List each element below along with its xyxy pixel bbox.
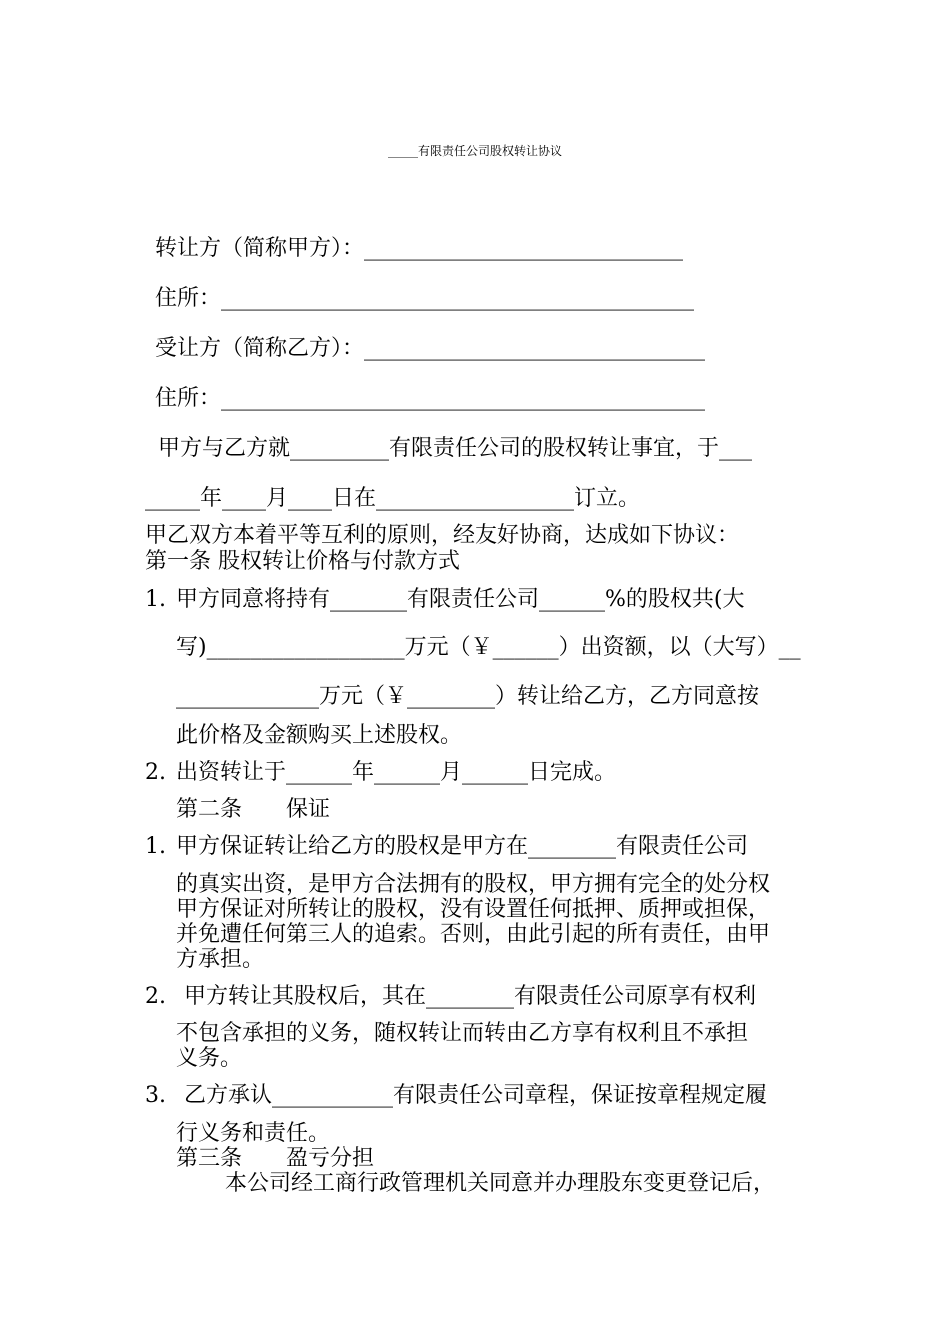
article-2-item-2-line-1: 甲方转让其股权后，其在________有限责任公司原享有权利	[184, 984, 757, 1009]
transferee-address-line: 住所：____________________________________________	[155, 386, 706, 411]
article-1-item-2-number: 2.	[145, 760, 166, 785]
article-1-item-1-line-4: 此价格及金额购买上述股权。	[176, 723, 463, 748]
article-2-item-3-line-1: 乙方承认___________有限责任公司章程，保证按章程规定履	[184, 1083, 768, 1108]
article-2-item-1-line-4: 并免遭任何第三人的追索。否则，由此引起的所有责任，由甲	[176, 922, 771, 947]
article-2-heading: 第二条 保证	[176, 797, 331, 822]
article-1-item-1-line-2: 写)__________________万元（￥______）出资额，以（大写）__	[176, 635, 801, 660]
article-1-item-1-line-3: _____________万元（￥________）转让给乙方，乙方同意按	[176, 684, 760, 709]
intro-line-3: 甲乙双方本着平等互利的原则，经友好协商，达成如下协议：	[145, 523, 740, 548]
article-2-item-3-number: 3.	[145, 1083, 166, 1108]
transferee-line: 受让方（简称乙方）：_______________________________	[155, 336, 706, 361]
article-1-item-1-number: 1.	[145, 587, 166, 612]
transferor-address-line: 住所：___________________________________________	[155, 286, 695, 311]
article-2-item-1-line-1: 甲方保证转让给乙方的股权是甲方在________有限责任公司	[176, 834, 749, 859]
article-2-item-1-line-2: 的真实出资，是甲方合法拥有的股权，甲方拥有完全的处分权	[176, 872, 771, 897]
transferor-line: 转让方（简称甲方）：_____________________________	[155, 236, 684, 261]
intro-line-1: 甲方与乙方就_________有限责任公司的股权转让事宜，于___	[158, 436, 753, 461]
article-2-item-1-number: 1.	[145, 834, 166, 859]
article-3-text: 本公司经工商行政管理机关同意并办理股东变更登记后，	[225, 1171, 776, 1196]
article-2-item-2-line-3: 义务。	[176, 1046, 243, 1071]
article-1-item-2-text: 出资转让于______年______月______日完成。	[176, 760, 617, 785]
article-3-heading: 第三条 盈亏分担	[176, 1146, 375, 1171]
article-2-item-3-line-2: 行义务和责任。	[176, 1121, 331, 1146]
article-2-item-2-line-2: 不包含承担的义务，随权转让而转由乙方享有权利且不承担	[176, 1021, 749, 1046]
intro-line-2: _____年____月____日在__________________订立。	[145, 486, 641, 511]
article-1-heading: 第一条 股权转让价格与付款方式	[145, 549, 460, 574]
document-title: _____有限责任公司股权转让协议	[387, 144, 562, 158]
article-2-item-2-number: 2.	[145, 984, 166, 1009]
article-2-item-1-line-5: 方承担。	[176, 947, 265, 972]
article-2-item-1-line-3: 甲方保证对所转让的股权，没有设置任何抵押、质押或担保，	[176, 897, 771, 922]
article-1-item-1-line-1: 甲方同意将持有_______有限责任公司______%的股权共(大	[176, 587, 745, 612]
